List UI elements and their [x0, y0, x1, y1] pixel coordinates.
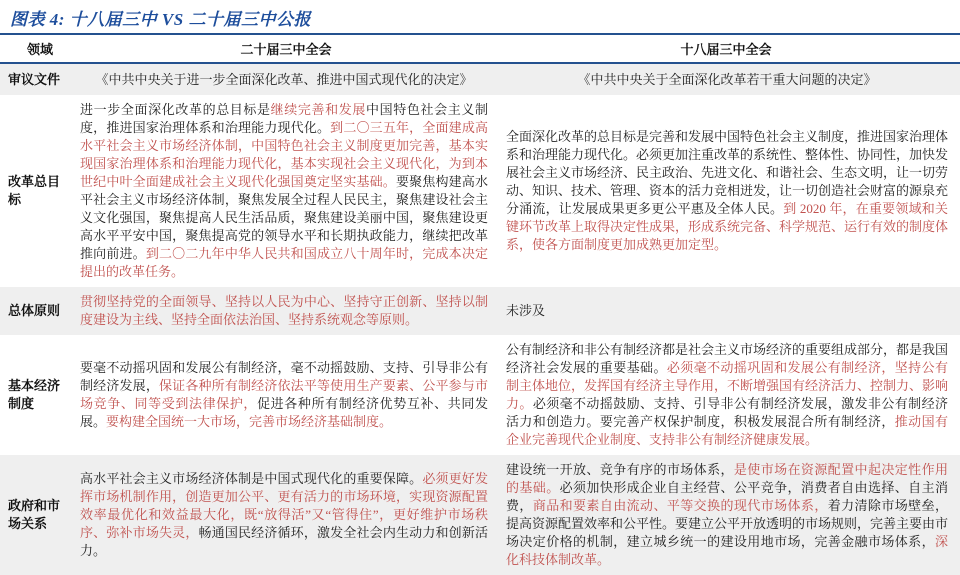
table-row [0, 335, 960, 455]
text-segment: 深化科技体制改革。 [506, 534, 948, 567]
text-segment: 必须毫不动摇巩固和发展公有制经济，坚持公有制主体地位，发挥国有经济主导作用，不断增强国有经济活力、控制力、影响力。 [506, 360, 949, 411]
text-segment: 要构建全国统一大市场，完善市场经济基础制度。 [106, 414, 393, 429]
text-segment: 商品和要素自由流动、平等交换的现代市场体系， [532, 498, 828, 513]
text-segment: 畅通国民经济循环，激发全社会内生动力和创新活力。 [80, 525, 488, 558]
text-segment: 继续完善和发展 [270, 102, 367, 117]
cell-plenum-20th [80, 353, 492, 437]
text-segment: 必须更好发挥市场机制作用，创造更加公平、更有活力的市场环境，实现资源配置效率最优化和效益最大化，既“放得活”又“管得住”，更好维护市场秩序、弥补市场失灵， [80, 471, 488, 540]
text-segment: 中国特色社会主义制度，推进国家治理体系和治理能力现代化。 [80, 102, 488, 135]
text-segment: 保证各种所有制经济依法平等使用生产要素、公平参与市场竞争、同等受到法律保护， [80, 378, 488, 411]
cell-plenum-18th [492, 455, 960, 575]
text-segment: 贯彻坚持党的全面领导、坚持以人民为中心、坚持守正创新、坚持以制度建设为主线、坚持全面依法治国、坚持系统观念等原则。 [80, 294, 488, 327]
text-segment: 必须加快形成企业自主经营、公平竞争，消费者自由选择、自主消费， [506, 480, 948, 513]
text-segment: 到 2020 年，在重要领域和关键环节改革上取得决定性成果，形成系统完备、科学规范、运行有效的制度体系，使各方面制度更加成熟更加定型。 [506, 201, 949, 252]
text-segment: 未涉及 [506, 303, 546, 318]
text-segment: 到二〇三五年，全面建成高水平社会主义市场经济体制，中国特色社会主义制度更加完善，基本实现国家治理体系和治理能力现代化，基本实现社会主义现代化，为到本世纪中叶全面建成社会主义现代化强国奠定坚实基础。 [80, 120, 488, 189]
text-segment: 必须毫不动摇鼓励、支持、引导非公有制经济发展，激发非公有制经济活力和创造力。要完善产权保护制度，积极发展混合所有制经济， [506, 396, 948, 429]
text-segment: 高水平社会主义市场经济体制是中国式现代化的重要保障。 [80, 471, 423, 486]
cell-plenum-18th [492, 65, 960, 95]
table-row [0, 455, 960, 575]
cell-plenum-18th [492, 296, 960, 326]
table-header-row [0, 35, 960, 62]
text-segment: 要聚焦构建高水平社会主义市场经济体制，聚焦发展全过程人民民主，聚焦建设社会主义文化强国，聚焦提高人民生活品质，聚焦建设美丽中国，聚焦建设更高水平平安中国，聚焦提高党的领导水平和长期执政能力，继续把改革推向前进。 [80, 174, 488, 261]
cell-plenum-18th [492, 122, 960, 260]
cell-plenum-20th [80, 95, 492, 287]
text-segment: 建设统一开放、竞争有序的市场体系， [506, 462, 734, 477]
header-plenum-18th: 十八届三中全会 [680, 42, 772, 57]
text-segment: 进一步全面深化改革的总目标是 [80, 102, 271, 117]
cell-plenum-20th [80, 464, 492, 566]
cell-plenum-18th [492, 335, 960, 455]
text-segment: 着力清除市场壁垒，提高资源配置效率和公平性。要建立公平开放透明的市场规则，完善主要由市场决定价格的机制，建立城乡统一的建设用地市场，完善金融市场体系， [506, 498, 949, 549]
text-segment: 《中共中央关于进一步全面深化改革、推进中国式现代化的决定》 [95, 71, 473, 87]
text-segment: 公有制经济和非公有制经济都是社会主义市场经济的重要组成部分，都是我国经济社会发展的重要基础。 [506, 342, 949, 375]
row-label: 政府和市场关系 [8, 498, 61, 531]
row-label: 审议文件 [8, 71, 61, 87]
text-segment: 要毫不动摇巩固和发展公有制经济，毫不动摇鼓励、支持、引导非公有制经济发展， [80, 360, 488, 393]
text-segment: 是使市场在资源配置中起决定性作用的基础。 [506, 462, 948, 495]
table-row [0, 95, 960, 287]
text-segment: 《中共中央关于全面深化改革若干重大问题的决定》 [577, 71, 877, 87]
header-domain: 领域 [26, 42, 53, 57]
figure-title: 图表 4: 十八届三中 VS 二十届三中公报 [10, 10, 311, 29]
cell-plenum-20th [80, 287, 492, 335]
text-segment: 推动国有企业完善现代企业制度、支持非公有制经济健康发展。 [506, 414, 948, 447]
table-row [0, 287, 960, 335]
table-body [0, 64, 960, 575]
row-label: 改革总目标 [8, 174, 61, 207]
row-label: 基本经济制度 [8, 378, 61, 411]
text-segment: 全面深化改革的总目标是完善和发展中国特色社会主义制度，推进国家治理体系和治理能力现代化。必须更加注重改革的系统性、整体性、协同性，加快发展社会主义市场经济、民主政治、先进文化、和谐社会、生态文明，让一切劳动、知识、技术、管理、资本的活力竞相迸发，让一切创造社会财富的源泉充分涌流，让发展成果更多更公平惠及全体人民。 [506, 129, 949, 216]
text-segment: 促进各种所有制经济优势互补、共同发展。 [80, 396, 488, 429]
text-segment: 到二〇二九年中华人民共和国成立八十周年时，完成本决定提出的改革任务。 [80, 246, 488, 279]
header-plenum-20th: 二十届三中全会 [240, 42, 332, 57]
table-row [0, 64, 960, 95]
cell-plenum-20th [80, 65, 492, 95]
row-label: 总体原则 [8, 303, 61, 318]
